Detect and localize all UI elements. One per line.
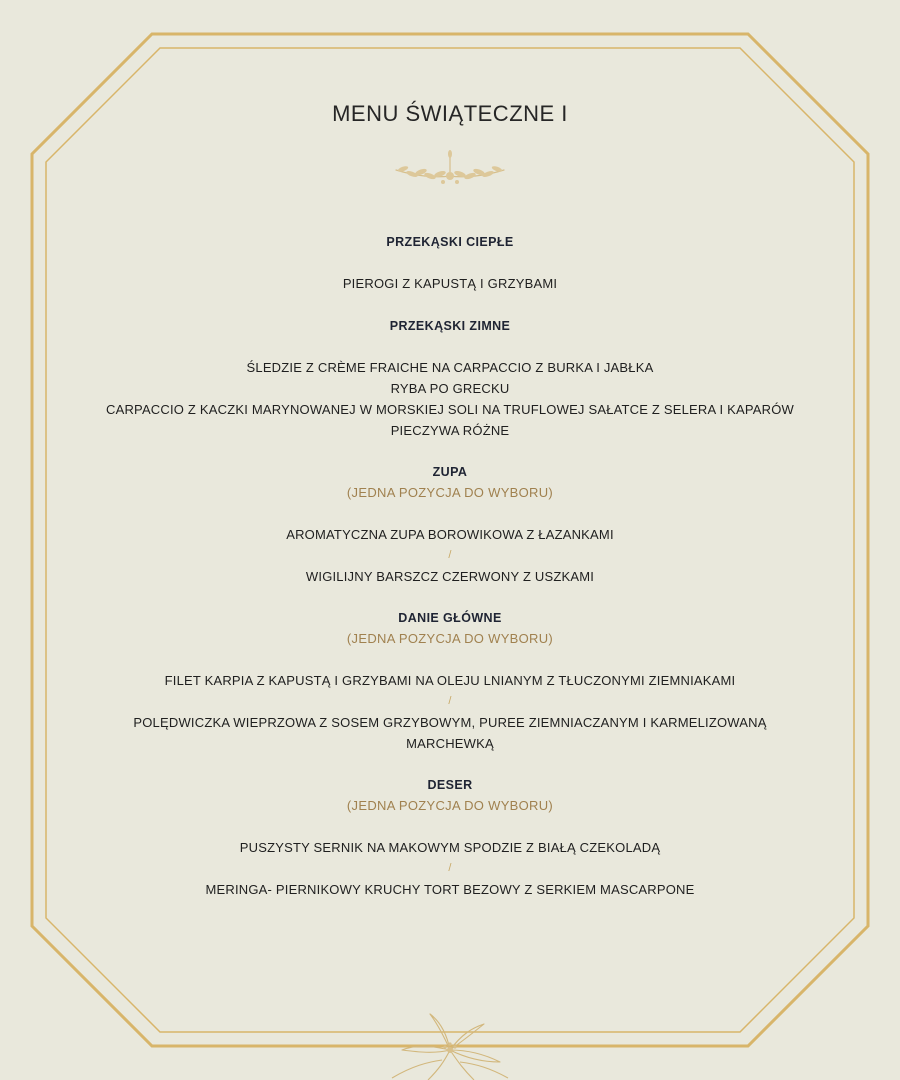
section-heading: PRZEKĄSKI CIEPŁE xyxy=(386,235,514,249)
menu-items xyxy=(60,670,840,754)
section-cold-starters xyxy=(60,316,840,441)
choice-note: (JEDNA POZYCJA DO WYBORU) xyxy=(346,798,554,813)
menu-items xyxy=(60,524,840,587)
menu-items xyxy=(60,273,840,294)
section-heading: DANIE GŁÓWNE xyxy=(398,611,502,625)
menu-item: FILET KARPIA Z KAPUSTĄ I GRZYBAMI NA OLEJU LNIANYM Z TŁUCZONYMI ZIEMNIAKAMI xyxy=(164,673,736,688)
menu-item: PIECZYWA RÓŻNE xyxy=(390,423,510,438)
section-dessert xyxy=(60,775,840,900)
menu-item: MERINGA- PIERNIKOWY KRUCHY TORT BEZOWY Z SERKIEM MASCARPONE xyxy=(205,882,695,897)
choice-note: (JEDNA POZYCJA DO WYBORU) xyxy=(346,631,554,646)
section-soup xyxy=(60,462,840,587)
menu-item: POLĘDWICZKA WIEPRZOWA Z SOSEM GRZYBOWYM, PUREE ZIEMNIACZANYM I KARMELIZOWANĄ xyxy=(133,715,767,730)
section-heading: DESER xyxy=(427,778,473,792)
menu-item: PIEROGI Z KAPUSTĄ I GRZYBAMI xyxy=(342,276,558,291)
menu-item: ŚLEDZIE Z CRÈME FRAICHE NA CARPACCIO Z BURKA I JABŁKA xyxy=(246,360,654,375)
section-hot-starters xyxy=(60,232,840,294)
menu-item: WIGILIJNY BARSZCZ CZERWONY Z USZKAMI xyxy=(305,569,595,584)
laurel-ornament-icon xyxy=(390,146,510,196)
section-main-course xyxy=(60,608,840,754)
poinsettia-flower-icon xyxy=(372,1010,528,1080)
menu-title: MENU ŚWIĄTECZNE I xyxy=(332,101,568,126)
section-heading: ZUPA xyxy=(432,465,468,479)
item-separator: / xyxy=(448,549,452,561)
choice-note: (JEDNA POZYCJA DO WYBORU) xyxy=(346,485,554,500)
item-separator: / xyxy=(448,695,452,707)
christmas-menu xyxy=(60,0,840,1080)
menu-item: AROMATYCZNA ZUPA BOROWIKOWA Z ŁAZANKAMI xyxy=(286,527,614,542)
item-separator: / xyxy=(448,862,452,874)
section-heading: PRZEKĄSKI ZIMNE xyxy=(389,319,511,333)
menu-items xyxy=(60,837,840,900)
menu-item: RYBA PO GRECKU xyxy=(390,381,510,396)
menu-item: MARCHEWKĄ xyxy=(406,736,494,751)
menu-items xyxy=(60,357,840,441)
menu-item: CARPACCIO Z KACZKI MARYNOWANEJ W MORSKIEJ SOLI NA TRUFLOWEJ SAŁATCE Z SELERA I KAPARÓW xyxy=(105,402,794,417)
menu-item: PUSZYSTY SERNIK NA MAKOWYM SPODZIE Z BIAŁĄ CZEKOLADĄ xyxy=(239,840,661,855)
